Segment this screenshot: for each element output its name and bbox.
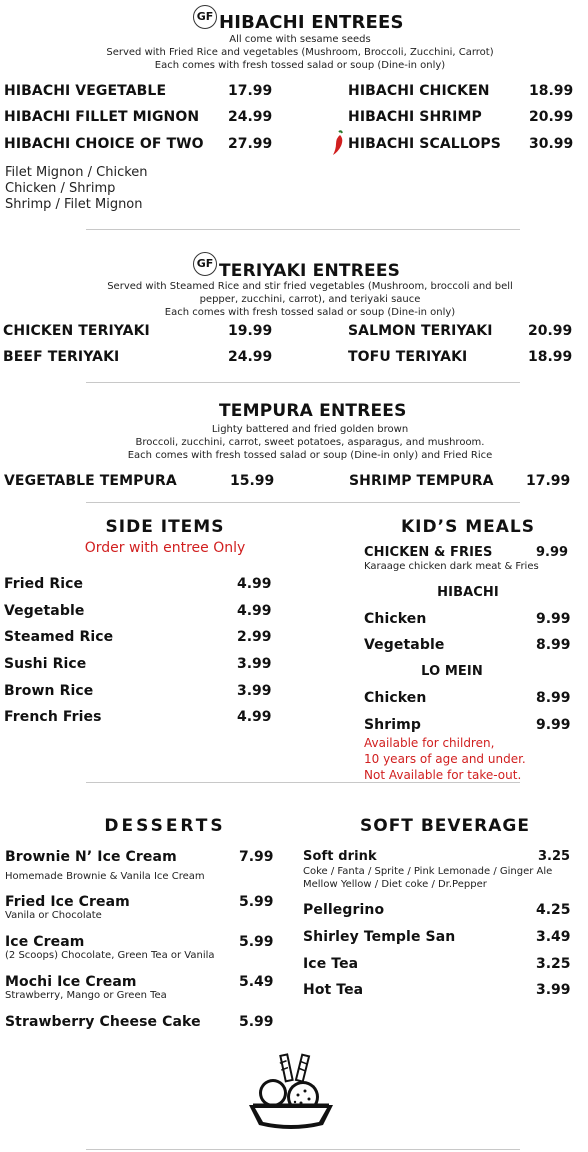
dessert-price: 5.99 xyxy=(239,1014,274,1030)
beverage-name: Ice Tea xyxy=(303,956,359,972)
kids-item-price: 8.99 xyxy=(536,690,571,706)
beverage-price: 3.49 xyxy=(536,929,571,945)
section-divider xyxy=(86,229,520,230)
dessert-desc: Homemade Brownie & Vanila Ice Cream xyxy=(5,871,205,882)
teriyaki-desc: Served with Steamed Rice and stir fried vegetables (Mushroom, broccoli and bell pepper, zucchini, carrot), and teriyaki sauce Each comes with fresh tossed salad or soup (Dine-in only) xyxy=(107,281,513,318)
kids-item-name: Shrimp xyxy=(364,717,421,733)
dessert-price: 7.99 xyxy=(239,849,274,865)
menu-item-price: 17.99 xyxy=(228,83,273,99)
dessert-price: 5.99 xyxy=(239,894,274,910)
side-item-price: 4.99 xyxy=(237,709,272,725)
beverage-price: 3.25 xyxy=(536,956,571,972)
menu-item-price: 24.99 xyxy=(228,109,273,125)
dessert-desc: Strawberry, Mango or Green Tea xyxy=(5,990,167,1001)
side-item-price: 2.99 xyxy=(237,629,272,645)
dessert-name: Strawberry Cheese Cake xyxy=(5,1014,201,1030)
menu-item-name: SHRIMP TEMPURA xyxy=(349,473,494,489)
kids-item-price: 8.99 xyxy=(536,637,571,653)
kids-item-price: 9.99 xyxy=(536,717,571,733)
beverage-name: Hot Tea xyxy=(303,982,364,998)
tempura-desc: Lighty battered and fried golden brown Broccoli, zucchini, carrot, sweet potatoes, asparagus, and mushroom. Each comes with fresh tossed salad or soup (Dine-in only) and Fried Rice xyxy=(127,424,493,461)
hibachi-desc: All come with sesame seeds Served with Fried Rice and vegetables (Mushroom, Broccoli, Zucchini, Carrot) Each comes with fresh tossed salad or soup (Dine-in only) xyxy=(106,34,494,71)
menu-item-price: 20.99 xyxy=(528,323,573,339)
side-items-note: Order with entree Only xyxy=(84,540,246,556)
side-item-name: Fried Rice xyxy=(4,576,84,592)
dessert-price: 5.49 xyxy=(239,974,274,990)
desserts-title: DESSERTS xyxy=(104,816,226,836)
kids-item-name: Vegetable xyxy=(364,637,445,653)
side-item-name: French Fries xyxy=(4,709,102,725)
side-item-price: 3.99 xyxy=(237,656,272,672)
section-divider xyxy=(86,382,520,383)
hibachi-title: HIBACHI ENTREES xyxy=(219,12,404,33)
side-items-title: SIDE ITEMS xyxy=(105,517,225,537)
kids-item-name: Chicken xyxy=(364,690,427,706)
kids-meals-title: KID’S MEALS xyxy=(401,517,535,537)
menu-item-price: 19.99 xyxy=(228,323,273,339)
menu-item-name: HIBACHI VEGETABLE xyxy=(4,83,167,99)
dessert-name: Mochi Ice Cream xyxy=(5,974,137,990)
menu-item-price: 30.99 xyxy=(529,136,574,152)
dessert-name: Brownie N’ Ice Cream xyxy=(5,849,177,865)
menu-item-name: SALMON TERIYAKI xyxy=(348,323,493,339)
kids-item-name: Chicken xyxy=(364,611,427,627)
dessert-name: Ice Cream xyxy=(5,934,85,950)
menu-item-name: CHICKEN TERIYAKI xyxy=(3,323,150,339)
menu-item-price: 24.99 xyxy=(228,349,273,365)
kids-lomein-label: LO MEIN xyxy=(421,664,483,679)
menu-item-price: 15.99 xyxy=(230,473,275,489)
dessert-name: Fried Ice Cream xyxy=(5,894,130,910)
kids-hibachi-label: HIBACHI xyxy=(437,585,499,600)
side-item-name: Steamed Rice xyxy=(4,629,114,645)
dessert-desc: (2 Scoops) Chocolate, Green Tea or Vanila xyxy=(5,950,215,961)
section-divider xyxy=(86,1149,520,1150)
beverage-name: Shirley Temple San xyxy=(303,929,456,945)
menu-item-name: HIBACHI CHICKEN xyxy=(348,83,490,99)
side-item-name: Brown Rice xyxy=(4,683,94,699)
beverage-name: Soft drink xyxy=(303,849,377,864)
menu-item-price: 18.99 xyxy=(528,349,573,365)
beverage-name: Pellegrino xyxy=(303,902,385,918)
ice-cream-bowl-icon xyxy=(243,1053,339,1131)
gluten-free-badge: GF xyxy=(193,252,217,276)
teriyaki-title: TERIYAKI ENTREES xyxy=(219,261,401,281)
beverage-price: 3.99 xyxy=(536,982,571,998)
gluten-free-badge: GF xyxy=(193,5,217,29)
side-item-name: Sushi Rice xyxy=(4,656,87,672)
kids-item-price: 9.99 xyxy=(536,611,571,627)
dessert-price: 5.99 xyxy=(239,934,274,950)
menu-item-name: VEGETABLE TEMPURA xyxy=(4,473,177,489)
menu-item-name: HIBACHI CHOICE OF TWO xyxy=(4,136,204,152)
menu-item-price: 20.99 xyxy=(529,109,574,125)
kids-availability-note: Available for children, 10 years of age and under. Not Available for take-out. xyxy=(364,736,526,782)
soft-beverage-title: SOFT BEVERAGE xyxy=(360,816,530,836)
menu-item-name: HIBACHI SHRIMP xyxy=(348,109,482,125)
kids-item-desc: Karaage chicken dark meat & Fries xyxy=(364,561,539,572)
kids-item-price: 9.99 xyxy=(536,545,569,560)
dessert-desc: Vanila or Chocolate xyxy=(5,910,102,921)
beverage-price: 3.25 xyxy=(538,849,571,864)
menu-item-price: 18.99 xyxy=(529,83,574,99)
menu-item-name: TOFU TERIYAKI xyxy=(348,349,468,365)
section-divider xyxy=(86,502,520,503)
side-item-price: 3.99 xyxy=(237,683,272,699)
menu-item-name: BEEF TERIYAKI xyxy=(3,349,120,365)
beverage-price: 4.25 xyxy=(536,902,571,918)
chili-pepper-icon xyxy=(330,130,346,156)
side-item-price: 4.99 xyxy=(237,603,272,619)
section-divider xyxy=(86,782,520,783)
menu-item-name: HIBACHI SCALLOPS xyxy=(348,136,501,152)
side-item-price: 4.99 xyxy=(237,576,272,592)
side-item-name: Vegetable xyxy=(4,603,85,619)
beverage-desc: Coke / Fanta / Sprite / Pink Lemonade / Ginger Ale Mellow Yellow / Diet coke / Dr.Pepper xyxy=(303,866,553,890)
menu-item-price: 17.99 xyxy=(526,473,571,489)
choice-of-two-list: Filet Mignon / Chicken Chicken / Shrimp Shrimp / Filet Mignon xyxy=(5,165,148,212)
tempura-title: TEMPURA ENTREES xyxy=(219,401,407,421)
kids-item-name: CHICKEN & FRIES xyxy=(364,545,493,560)
menu-item-price: 27.99 xyxy=(228,136,273,152)
menu-item-name: HIBACHI FILLET MIGNON xyxy=(4,109,200,125)
